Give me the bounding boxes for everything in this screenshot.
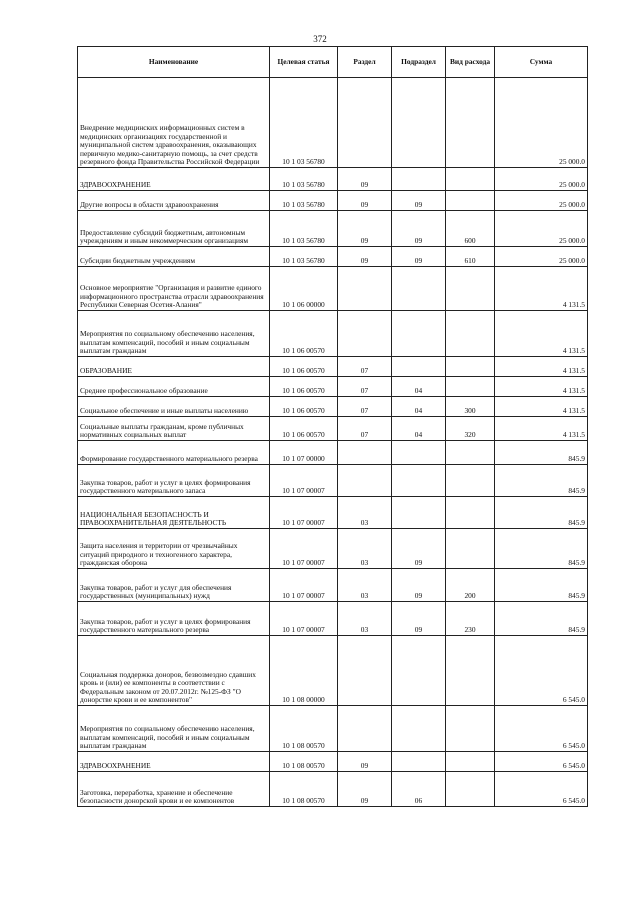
table-row [78, 706, 588, 752]
cell-target: 10 1 07 00000 [270, 441, 338, 465]
page-number: 372 [313, 34, 327, 44]
cell-vid [446, 168, 495, 191]
cell-razdel: 07 [338, 357, 392, 377]
table-row [78, 497, 588, 529]
cell-vid [446, 706, 495, 752]
cell-target: 10 1 07 00007 [270, 465, 338, 497]
cell-vid: 300 [446, 397, 495, 417]
table-row [78, 397, 588, 417]
cell-sum: 845.9 [495, 569, 588, 602]
cell-podrazdel: 04 [392, 417, 446, 441]
cell-razdel: 03 [338, 497, 392, 529]
table-row [78, 211, 588, 247]
header-target: Целевая статья [270, 47, 338, 78]
cell-target: 10 1 03 56780 [270, 191, 338, 211]
cell-vid [446, 772, 495, 807]
cell-target: 10 1 07 00007 [270, 569, 338, 602]
cell-vid [446, 497, 495, 529]
cell-sum: 845.9 [495, 441, 588, 465]
cell-podrazdel: 06 [392, 772, 446, 807]
table-row [78, 636, 588, 706]
cell-razdel: 07 [338, 417, 392, 441]
cell-sum: 25 000.0 [495, 211, 588, 247]
cell-razdel: 09 [338, 191, 392, 211]
cell-sum: 4 131.5 [495, 357, 588, 377]
cell-vid: 200 [446, 569, 495, 602]
table-row [78, 311, 588, 357]
cell-razdel [338, 78, 392, 168]
cell-name: Предоставление субсидий бюджетным, автономным учреждениям и иным некоммерческим организациям [78, 211, 270, 247]
cell-podrazdel [392, 706, 446, 752]
cell-vid [446, 191, 495, 211]
table-row [78, 78, 588, 168]
header-vid: Вид расхода [446, 47, 495, 78]
header-podrazdel: Подраздел [392, 47, 446, 78]
cell-razdel [338, 706, 392, 752]
cell-sum: 4 131.5 [495, 267, 588, 311]
cell-vid [446, 267, 495, 311]
cell-razdel: 07 [338, 377, 392, 397]
cell-sum: 25 000.0 [495, 191, 588, 211]
cell-vid: 610 [446, 247, 495, 267]
table-row [78, 772, 588, 807]
header-sum: Сумма [495, 47, 588, 78]
cell-sum: 4 131.5 [495, 417, 588, 441]
cell-target: 10 1 07 00007 [270, 529, 338, 569]
cell-razdel [338, 441, 392, 465]
cell-vid [446, 529, 495, 569]
cell-razdel: 07 [338, 397, 392, 417]
table-row [78, 417, 588, 441]
cell-vid [446, 78, 495, 168]
cell-razdel [338, 311, 392, 357]
cell-name: ЗДРАВООХРАНЕНИЕ [78, 752, 270, 772]
cell-name: Мероприятия по социальному обеспечению населения, выплатам компенсаций, пособий и иным социальным выплатам гражданам [78, 706, 270, 752]
cell-razdel: 09 [338, 752, 392, 772]
cell-sum: 6 545.0 [495, 772, 588, 807]
cell-name: ОБРАЗОВАНИЕ [78, 357, 270, 377]
cell-name: Заготовка, переработка, хранение и обеспечение безопасности донорской крови и ее компонентов [78, 772, 270, 807]
table-row [78, 267, 588, 311]
cell-name: Другие вопросы в области здравоохранения [78, 191, 270, 211]
cell-podrazdel: 04 [392, 397, 446, 417]
cell-target: 10 1 06 00570 [270, 357, 338, 377]
cell-vid [446, 357, 495, 377]
cell-name: Защита населения и территории от чрезвычайных ситуаций природного и техногенного характера, гражданская оборона [78, 529, 270, 569]
cell-vid [446, 377, 495, 397]
table-header [78, 47, 588, 78]
cell-podrazdel [392, 636, 446, 706]
table-row [78, 247, 588, 267]
cell-podrazdel: 09 [392, 602, 446, 636]
table-row [78, 191, 588, 211]
cell-target: 10 1 08 00570 [270, 706, 338, 752]
budget-table [77, 46, 588, 807]
cell-sum: 4 131.5 [495, 377, 588, 397]
cell-target: 10 1 03 56780 [270, 78, 338, 168]
cell-sum: 845.9 [495, 602, 588, 636]
cell-razdel: 09 [338, 211, 392, 247]
cell-vid [446, 752, 495, 772]
cell-razdel: 03 [338, 602, 392, 636]
cell-target: 10 1 08 00570 [270, 752, 338, 772]
cell-podrazdel [392, 497, 446, 529]
header-razdel: Раздел [338, 47, 392, 78]
cell-vid: 600 [446, 211, 495, 247]
cell-sum: 25 000.0 [495, 78, 588, 168]
cell-podrazdel [392, 168, 446, 191]
cell-target: 10 1 06 00570 [270, 377, 338, 397]
table-row [78, 377, 588, 397]
cell-podrazdel: 04 [392, 377, 446, 397]
table-row [78, 465, 588, 497]
cell-podrazdel [392, 311, 446, 357]
cell-name: Закупка товаров, работ и услуг для обеспечения государственных (муниципальных) нужд [78, 569, 270, 602]
cell-target: 10 1 06 00570 [270, 417, 338, 441]
cell-razdel [338, 465, 392, 497]
cell-name: Субсидии бюджетным учреждениям [78, 247, 270, 267]
cell-razdel: 09 [338, 772, 392, 807]
cell-razdel: 03 [338, 529, 392, 569]
cell-name: Закупка товаров, работ и услуг в целях формирования государственного материального резерва [78, 602, 270, 636]
cell-name: Социальная поддержка доноров, безвозмездно сдавших кровь и (или) ее компоненты в соответствии с Федеральным законом от 20.07.2012г. №125-ФЗ "О донорстве крови и ее компонентов" [78, 636, 270, 706]
cell-name: Основное мероприятие "Организация и развитие единого информационного пространства отрасли здравоохранения Республики Северная Осетия-Алания" [78, 267, 270, 311]
cell-target: 10 1 08 00570 [270, 772, 338, 807]
cell-name: ЗДРАВООХРАНЕНИЕ [78, 168, 270, 191]
cell-sum: 6 545.0 [495, 706, 588, 752]
cell-sum: 845.9 [495, 497, 588, 529]
cell-name: Мероприятия по социальному обеспечению населения, выплатам компенсаций, пособий и иным социальным выплатам гражданам [78, 311, 270, 357]
cell-sum: 845.9 [495, 465, 588, 497]
cell-vid: 320 [446, 417, 495, 441]
table-row [78, 569, 588, 602]
cell-target: 10 1 03 56780 [270, 211, 338, 247]
cell-target: 10 1 03 56780 [270, 168, 338, 191]
cell-podrazdel [392, 465, 446, 497]
cell-podrazdel: 09 [392, 569, 446, 602]
cell-razdel [338, 267, 392, 311]
cell-sum: 25 000.0 [495, 168, 588, 191]
header-name: Наименование [78, 47, 270, 78]
cell-name: НАЦИОНАЛЬНАЯ БЕЗОПАСНОСТЬ И ПРАВООХРАНИТЕЛЬНАЯ ДЕЯТЕЛЬНОСТЬ [78, 497, 270, 529]
cell-name: Формирование государственного материального резерва [78, 441, 270, 465]
cell-podrazdel: 09 [392, 211, 446, 247]
cell-podrazdel [392, 267, 446, 311]
cell-target: 10 1 06 00570 [270, 397, 338, 417]
cell-target: 10 1 06 00570 [270, 311, 338, 357]
cell-vid: 230 [446, 602, 495, 636]
cell-podrazdel [392, 357, 446, 377]
table-body [78, 78, 588, 807]
cell-name: Среднее профессиональное образование [78, 377, 270, 397]
cell-podrazdel: 09 [392, 191, 446, 211]
cell-vid [446, 465, 495, 497]
cell-sum: 4 131.5 [495, 311, 588, 357]
table-row [78, 529, 588, 569]
cell-name: Социальные выплаты гражданам, кроме публичных нормативных социальных выплат [78, 417, 270, 441]
cell-sum: 4 131.5 [495, 397, 588, 417]
cell-vid [446, 636, 495, 706]
cell-podrazdel [392, 752, 446, 772]
cell-vid [446, 441, 495, 465]
cell-razdel: 03 [338, 569, 392, 602]
cell-vid [446, 311, 495, 357]
table-row [78, 168, 588, 191]
cell-podrazdel: 09 [392, 529, 446, 569]
cell-podrazdel [392, 78, 446, 168]
cell-razdel: 09 [338, 247, 392, 267]
cell-name: Социальное обеспечение и иные выплаты населению [78, 397, 270, 417]
cell-target: 10 1 07 00007 [270, 497, 338, 529]
cell-sum: 6 545.0 [495, 636, 588, 706]
cell-name: Внедрение медицинских информационных систем в медицинских организациях государственной и муниципальной систем здравоохранения, оказывающих первичную медико-санитарную помощь, за счет средств резервного фонда Правительства Российской Федерации [78, 78, 270, 168]
cell-podrazdel: 09 [392, 247, 446, 267]
cell-name: Закупка товаров, работ и услуг в целях формирования государственного материального запаса [78, 465, 270, 497]
cell-podrazdel [392, 441, 446, 465]
table-row [78, 441, 588, 465]
table-row [78, 357, 588, 377]
cell-sum: 6 545.0 [495, 752, 588, 772]
cell-razdel [338, 636, 392, 706]
table-row [78, 752, 588, 772]
cell-sum: 25 000.0 [495, 247, 588, 267]
cell-target: 10 1 03 56780 [270, 247, 338, 267]
cell-target: 10 1 06 00000 [270, 267, 338, 311]
cell-target: 10 1 08 00000 [270, 636, 338, 706]
table-row [78, 602, 588, 636]
cell-sum: 845.9 [495, 529, 588, 569]
cell-target: 10 1 07 00007 [270, 602, 338, 636]
cell-razdel: 09 [338, 168, 392, 191]
